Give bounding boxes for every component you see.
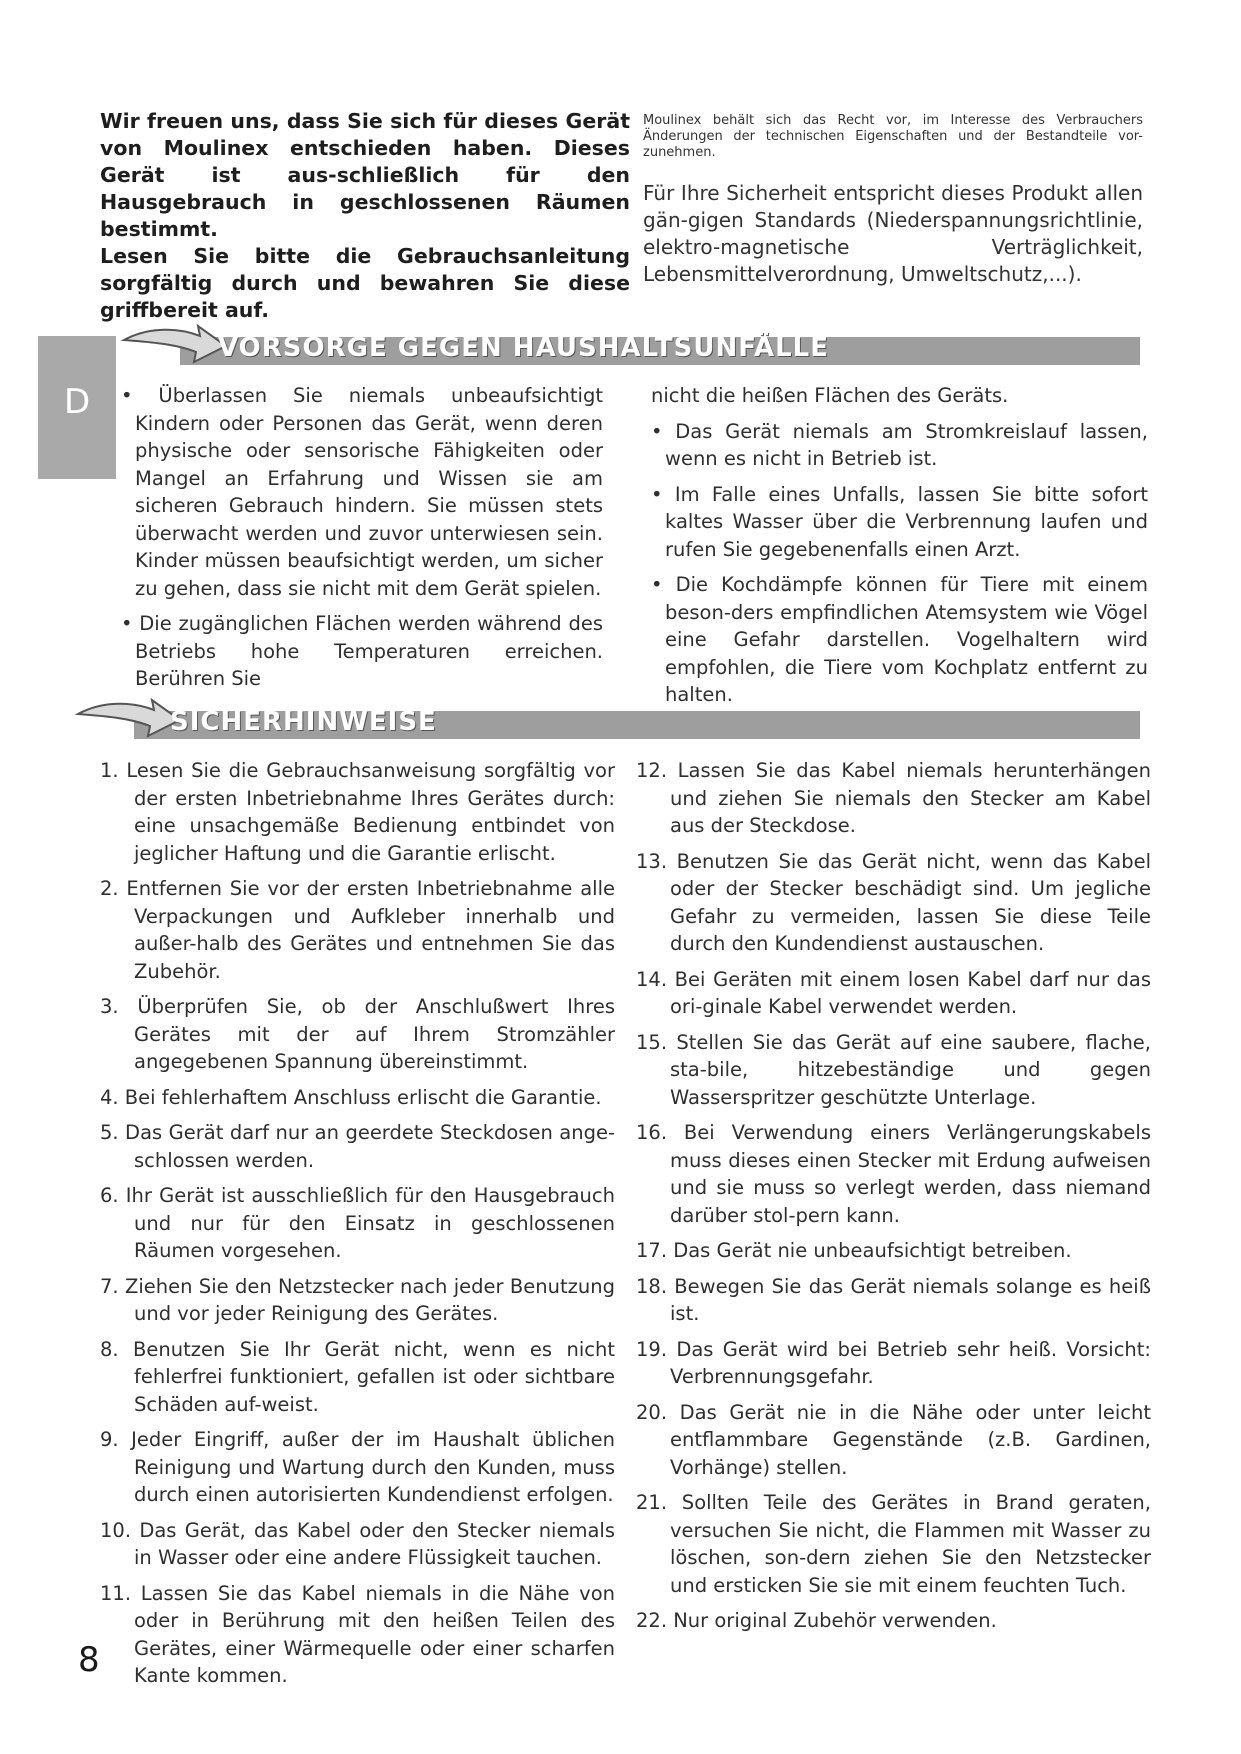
list-item: 2. Entfernen Sie vor der ersten Inbetriebnahme alle Verpackungen und Aufkleber innerhalb und außer-halb des Gerätes und entnehmen Sie das Zubehör. xyxy=(100,877,615,983)
language-tab-label: D xyxy=(64,382,91,422)
list-item: 15. Stellen Sie das Gerät auf eine saubere, flache, sta-bile, hitzebeständige und gegen Wasserspritzer geschützte Unterlage. xyxy=(636,1030,1151,1109)
list-item: 20. Das Gerät nie in die Nähe oder unter leicht entflammbare Gegenstände (z.B. Gardinen, Vorhänge) stellen. xyxy=(636,1400,1151,1479)
list-item: 5. Das Gerät darf nur an geerdete Steckdosen ange-schlossen werden. xyxy=(100,1121,615,1172)
list-item: 18. Bewegen Sie das Gerät niemals solange es heiß ist. xyxy=(636,1274,1151,1325)
list-item: 14. Bei Geräten mit einem losen Kabel darf nur das ori-ginale Kabel verwendet werden. xyxy=(636,967,1151,1018)
list-item: 1. Lesen Sie die Gebrauchsanweisung sorgfältig vor der ersten Inbetriebnahme Ihres Gerätes durch: eine unsachgemäße Bedienung entbindet von jeglicher Haftung und die Garantie erlischt. xyxy=(100,759,615,865)
section1-left-item: • Die zugänglichen Flächen werden während des Betriebs hohe Temperaturen erreichen. Berühren Sie xyxy=(121,612,603,690)
section1-title: VORSORGE GEGEN HAUSHALTSUNFÄLLE xyxy=(218,333,829,363)
section1-left-item: • Überlassen Sie niemals unbeaufsichtigt Kindern oder Personen das Gerät, wenn deren physische oder sensorische Fähigkeiten oder Mangel an Erfahrung und Wissen sie am sicheren Gebrauch hindern. Sie müssen stets überwacht werden und zuvor unterwiesen sein. Kinder müssen beaufsichtigt werden, um sicher zu gehen, dass sie nicht mit dem Gerät spielen. xyxy=(121,384,603,600)
manufacturer-note: Moulinex behält sich das Recht vor, im Interesse des Verbrauchers Änderungen der technischen Eigenschaften und der Bestandteile vor-zunehmen. xyxy=(643,113,1143,160)
list-item: 6. Ihr Gerät ist ausschließlich für den Hausgebrauch und nur für den Einsatz in geschlossenen Räumen vorgesehen. xyxy=(100,1184,615,1262)
list-item: 21. Sollten Teile des Gerätes in Brand geraten, versuchen Sie nicht, die Flammen mit Wasser zu löschen, son-dern ziehen Sie den Netzstecker und ersticken Sie sie mit einem feuchten Tuch. xyxy=(636,1491,1151,1597)
list-item: 10. Das Gerät, das Kabel oder den Stecker niemals in Wasser oder eine andere Flüssigkeit tauchen. xyxy=(100,1518,615,1569)
language-tab xyxy=(38,336,116,479)
section2-left-column xyxy=(100,757,615,1698)
list-item: 12. Lassen Sie das Kabel niemals herunterhängen und ziehen Sie niemals den Stecker am Kabel aus der Steckdose. xyxy=(636,759,1151,837)
list-item: 4. Bei fehlerhaftem Anschluss erlischt die Garantie. xyxy=(100,1085,602,1109)
list-item: 11. Lassen Sie das Kabel niemals in die Nähe von oder in Berührung mit den heißen Teilen des Gerätes, einer Wärmequelle oder einer scharfen Kante kommen. xyxy=(100,1581,615,1687)
list-item: 19. Das Gerät wird bei Betrieb sehr heiß. Vorsicht: Verbrennungsgefahr. xyxy=(636,1337,1151,1388)
section1-right-item: • Das Gerät niemals am Stromkreislauf lassen, wenn es nicht in Betrieb ist. xyxy=(651,419,1148,470)
list-item: 9. Jeder Eingriff, außer der im Haushalt üblichen Reinigung und Wartung durch den Kunden, muss durch einen autorisierten Kundendienst erfolgen. xyxy=(100,1428,615,1506)
section2-title: SICHERHINWEISE xyxy=(170,707,437,737)
intro-paragraph-1: Wir freuen uns, dass Sie sich für dieses Gerät von Moulinex entschieden haben. Dieses Gerät ist aus-schließlich für den Hausgebrauch in geschlossenen Räumen bestimmt. xyxy=(100,109,630,241)
list-item: 17. Das Gerät nie unbeaufsichtigt betreiben. xyxy=(636,1239,1072,1262)
intro-text xyxy=(100,108,630,324)
section1-right-column xyxy=(643,382,1148,717)
list-item: 16. Bei Verwendung einers Verlängerungskabels muss dieses einen Stecker mit Erdung aufweisen und sie muss so verlegt werden, dass niemand darüber stol-pern kann. xyxy=(636,1121,1151,1227)
section1-right-item: • Die Kochdämpfe können für Tiere mit einem beson-ders empfindlichen Atemsystem wie Vögel eine Gefahr darstellen. Vogelhaltern wird empfohlen, die Tiere vom Kochplatz entfernt zu halten. xyxy=(651,573,1148,706)
section2-arrow-icon xyxy=(74,692,184,744)
page-number: 8 xyxy=(78,1640,100,1680)
section1-right-item: nicht die heißen Flächen des Geräts. xyxy=(651,384,1009,407)
section2-right-column xyxy=(636,757,1151,1643)
list-item: 7. Ziehen Sie den Netzstecker nach jeder Benutzung und vor jeder Reinigung des Gerätes. xyxy=(100,1274,615,1325)
safety-note: Für Ihre Sicherheit entspricht dieses Produkt allen gän-gigen Standards (Niederspannungsrichtlinie, elektro-magnetische Verträglichkeit, Lebensmittelverordnung, Umweltschutz,...). xyxy=(643,181,1143,286)
section1-right-item: • Im Falle eines Unfalls, lassen Sie bitte sofort kaltes Wasser über die Verbrennung laufen und rufen Sie gegebenenfalls einen Arzt. xyxy=(651,482,1148,561)
list-item: 3. Überprüfen Sie, ob der Anschlußwert Ihres Gerätes mit der auf Ihrem Stromzähler angegebenen Spannung übereinstimmt. xyxy=(100,995,615,1073)
list-item: 13. Benutzen Sie das Gerät nicht, wenn das Kabel oder der Stecker beschädigt sind. Um jegliche Gefahr zu vermeiden, lassen Sie diese Teile durch den Kundendienst austauschen. xyxy=(636,849,1151,955)
section1-left-column xyxy=(113,382,603,701)
list-item: 22. Nur original Zubehör verwenden. xyxy=(636,1609,997,1632)
intro-paragraph-2: Lesen Sie bitte die Gebrauchsanleitung sorgfältig durch und bewahren Sie diese griffbereit auf. xyxy=(100,244,630,322)
list-item: 8. Benutzen Sie Ihr Gerät nicht, wenn es nicht fehlerfrei funktioniert, gefallen ist oder sichtbare Schäden auf-weist. xyxy=(100,1337,615,1416)
section1-arrow-icon xyxy=(120,318,230,370)
